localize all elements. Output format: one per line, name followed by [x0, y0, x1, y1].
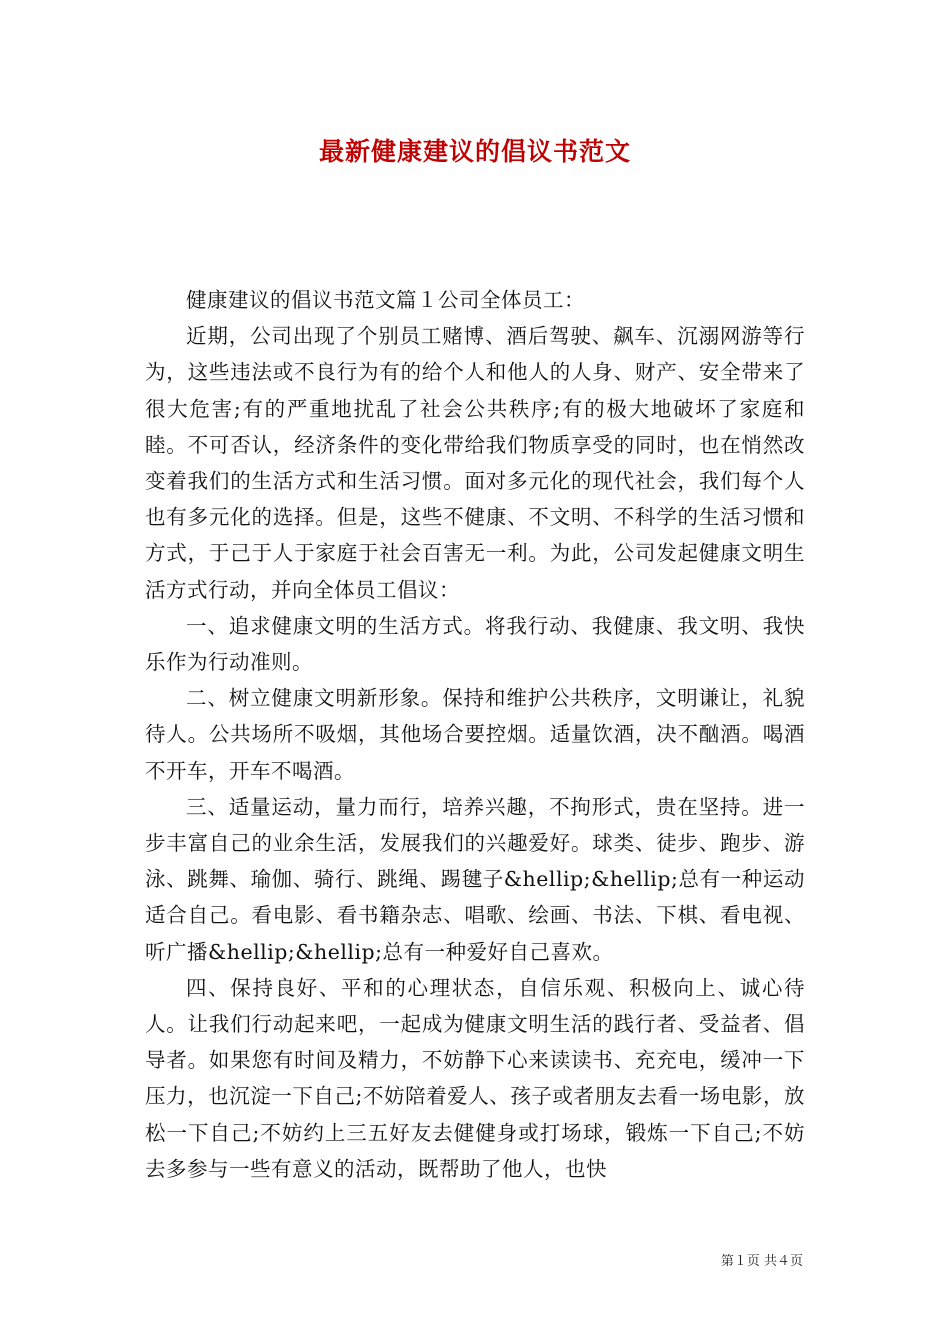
- proposal-one-paragraph: 一、追求健康文明的生活方式。将我行动、我健康、我文明、我快乐作为行动准则。: [145, 613, 805, 675]
- page-number-footer: 第１页 共４页: [720, 1254, 803, 1269]
- document-title: 最新健康建议的倡议书范文: [318, 137, 631, 166]
- proposal-four-paragraph: 四、保持良好、平和的心理状态，自信乐观、积极向上、诚心待人。让我们行动起来吧，一起成为健康文明生活的践行者、受益者、倡导者。如果您有时间及精力，不妨静下心来读读书、充充电，缓冲一下压力，也沉淀一下自己;不妨陪着爱人、孩子或者朋友去看一场电影，放松一下自己;不妨约上三五好友去健健身或打场球，锻炼一下自己;不妨去多参与一些有意义的活动，既帮助了他人，也快: [145, 975, 805, 1181]
- salutation-paragraph: 健康建议的倡议书范文篇１公司全体员工：: [186, 288, 585, 312]
- proposal-three-paragraph: 三、适量运动，量力而行，培养兴趣，不拘形式，贵在坚持。进一步丰富自己的业余生活，发展我们的兴趣爱好。球类、徒步、跑步、游泳、跳舞、瑜伽、骑行、跳绳、踢毽子&hellip;&hellip;总有一种运动适合自己。看电影、看书籍杂志、唱歌、绘画、书法、下棋、看电视、听广播&hellip;&hellip;总有一种爱好自己喜欢。: [145, 794, 805, 964]
- intro-paragraph: 近期，公司出现了个别员工赌博、酒后驾驶、飙车、沉溺网游等行为，这些违法或不良行为有的给个人和他人的人身、财产、安全带来了很大危害;有的严重地扰乱了社会公共秩序;有的极大地破坏了家庭和睦。不可否认，经济条件的变化带给我们物质享受的同时，也在悄然改变着我们的生活方式和生活习惯。面对多元化的现代社会，我们每个人也有多元化的选择。但是，这些不健康、不文明、不科学的生活习惯和方式，于己于人于家庭于社会百害无一利。为此，公司发起健康文明生活方式行动，并向全体员工倡议：: [145, 324, 805, 602]
- document-body: [145, 282, 805, 1187]
- proposal-two-paragraph: 二、树立健康文明新形象。保持和维护公共秩序，文明谦让，礼貌待人。公共场所不吸烟，其他场合要控烟。适量饮酒，决不酗酒。喝酒不开车，开车不喝酒。: [145, 686, 805, 783]
